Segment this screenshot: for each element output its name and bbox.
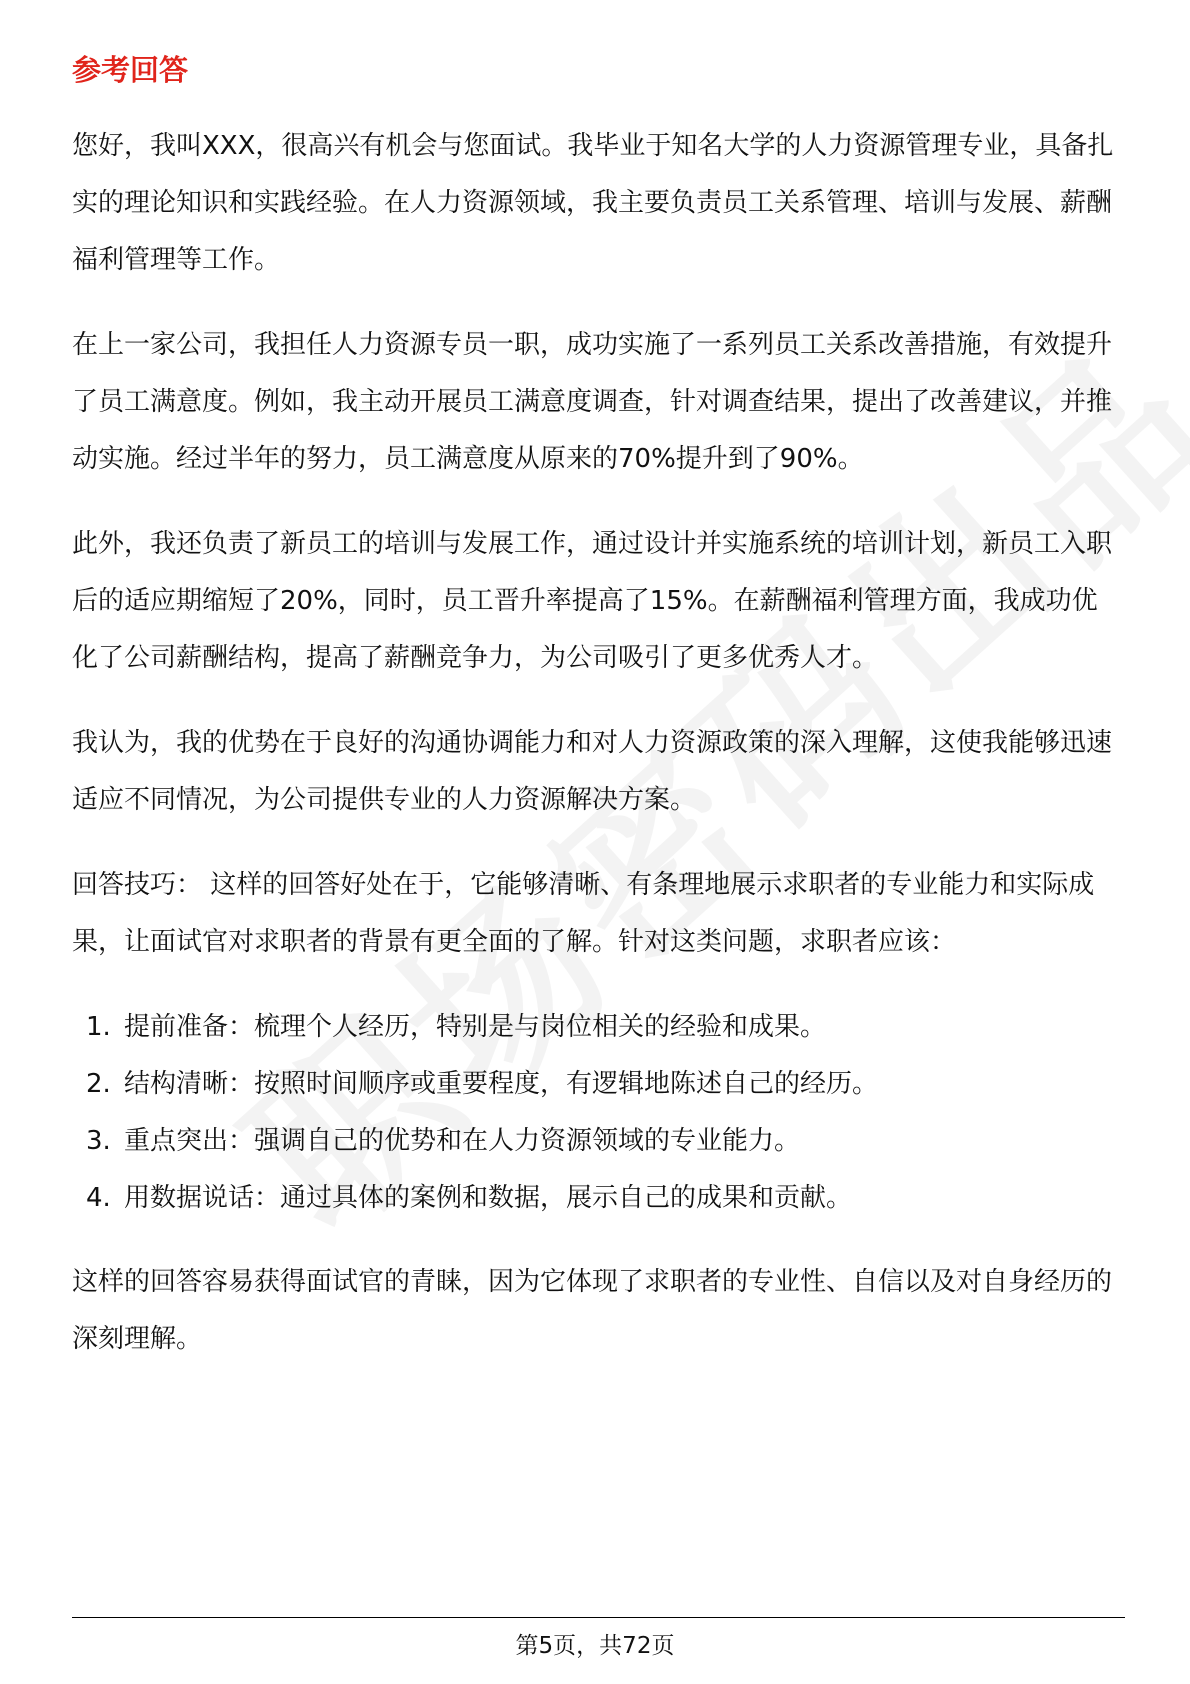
footer-divider (72, 1617, 1125, 1618)
tips-list (72, 999, 1122, 1227)
list-item-number: 3. (86, 1126, 111, 1156)
list-item-text: 用数据说话：通过具体的案例和数据，展示自己的成果和贡献。 (124, 1183, 853, 1213)
list-item-text: 提前准备：梳理个人经历，特别是与岗位相关的经验和成果。 (124, 1012, 827, 1042)
list-item (72, 1113, 1122, 1170)
list-item (72, 999, 1122, 1056)
paragraph-intro: 您好，我叫XXX，很高兴有机会与您面试。我毕业于知名大学的人力资源管理专业，具备扎实的理论知识和实践经验。在人力资源领域，我主要负责员工关系管理、培训与发展、薪酬福利管理等工作。 (72, 131, 1114, 275)
list-item (72, 1056, 1122, 1113)
list-item-number: 2. (86, 1069, 111, 1099)
paragraph-training: 此外，我还负责了新员工的培训与发展工作，通过设计并实施系统的培训计划，新员工入职后的适应期缩短了20%，同时，员工晋升率提高了15%。在薪酬福利管理方面，我成功优化了公司薪酬结构，提高了薪酬竞争力，为公司吸引了更多优秀人才。 (72, 529, 1113, 673)
section-heading: 参考回答 (72, 53, 189, 87)
paragraph-closing: 这样的回答容易获得面试官的青睐，因为它体现了求职者的专业性、自信以及对自身经历的深刻理解。 (72, 1267, 1113, 1354)
answer-body (72, 118, 1122, 1396)
paragraph-tips-intro: 回答技巧： 这样的回答好处在于，它能够清晰、有条理地展示求职者的专业能力和实际成果，让面试官对求职者的背景有更全面的了解。针对这类问题，求职者应该： (72, 870, 1095, 957)
list-item-text: 重点突出：强调自己的优势和在人力资源领域的专业能力。 (124, 1126, 801, 1156)
paragraph-experience: 在上一家公司，我担任人力资源专员一职，成功实施了一系列员工关系改善措施，有效提升了员工满意度。例如，我主动开展员工满意度调查，针对调查结果，提出了改善建议，并推动实施。经过半年的努力，员工满意度从原来的70%提升到了90%。 (72, 330, 1113, 474)
list-item-number: 1. (86, 1012, 111, 1042)
list-item-number: 4. (86, 1183, 111, 1213)
list-item (72, 1170, 1122, 1227)
list-item-text: 结构清晰：按照时间顺序或重要程度，有逻辑地陈述自己的经历。 (124, 1069, 879, 1099)
paragraph-strengths: 我认为，我的优势在于良好的沟通协调能力和对人力资源政策的深入理解，这使我能够迅速适应不同情况，为公司提供专业的人力资源解决方案。 (72, 728, 1113, 815)
page-number: 第5页，共72页 (515, 1633, 675, 1659)
